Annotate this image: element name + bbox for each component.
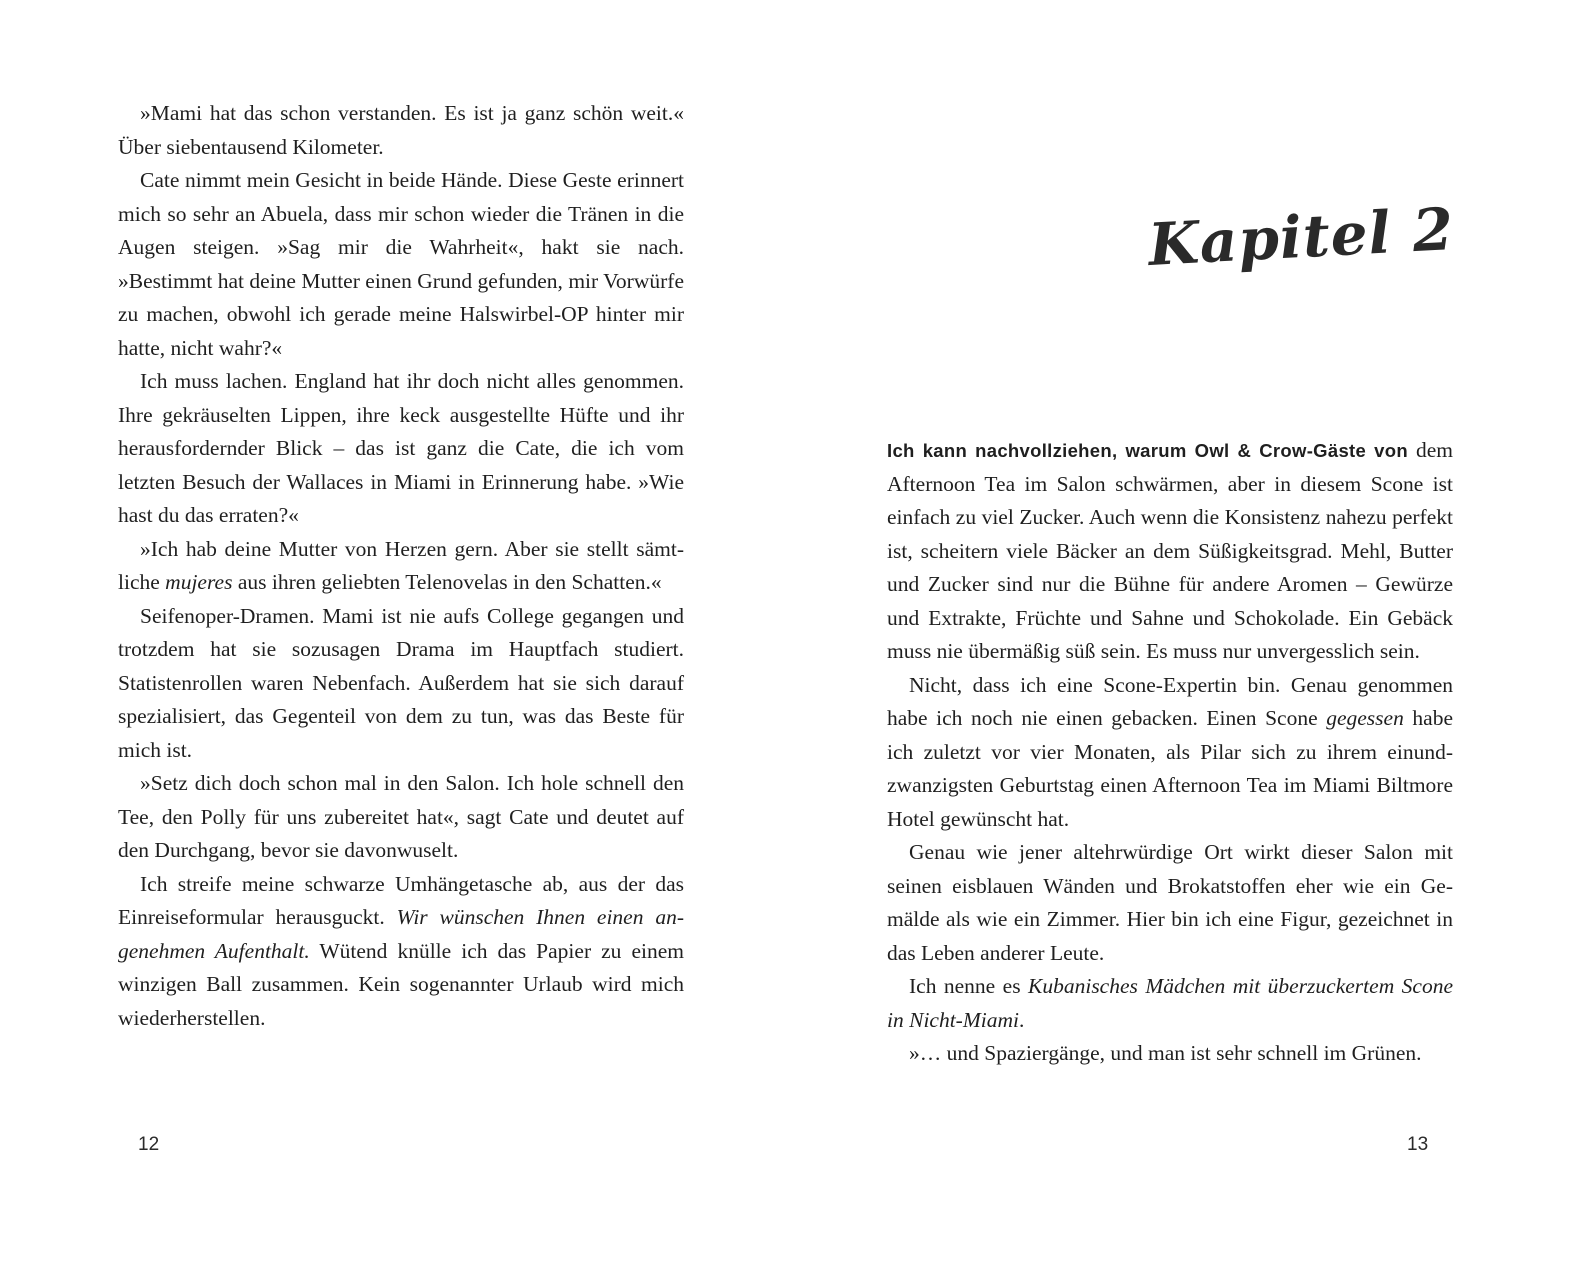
paragraph-text: dem Afternoon Tea im Salon schwärmen, aber in diesem Scone ist einfach zu viel Zucker. Auch wenn die Konsistenz nahezu perfekt ist, scheitern viele Bäcker an dem Süßigkeitsgrad. Mehl, Butter und Zucker sind nur die Bühne für andere Aromen – Gewürze und Extrakte, Früchte und Sahne und Schokolade. Ein Gebäck muss nie übermäßig süß sein. Es muss nur unvergesslich sein.: [887, 438, 1453, 663]
paragraph-text: Wütend knülle ich das Papier zu einem winzigen Ball zusammen. Kein sogenannter Urlaub wird mich wiederherstellen.: [118, 938, 684, 1030]
paragraph: [887, 1037, 1453, 1071]
italic-text: Wir wünschen Ihnen einen angenehmen Aufenthalt.: [118, 905, 684, 963]
page-number: 12: [138, 1134, 160, 1155]
paragraph-text: habe ich zuletzt vor vier Monaten, als Pilar sich zu ihrem einundzwanzigsten Geburtstag einen Afternoon Tea im Miami Biltmore Hotel gewünscht hat.: [887, 706, 1453, 831]
paragraph: [887, 434, 1453, 669]
italic-text: gegessen: [1326, 706, 1404, 730]
left-page-body: [118, 97, 684, 1035]
paragraph: [887, 970, 1453, 1037]
paragraph-text: Seifenoper-Dramen. Mami ist nie aufs College gegangen und trotzdem hat sie sozusagen Drama im Hauptfach studiert. Statistenrollen waren Nebenfach. Außerdem hat sie sich darauf spezialisiert, das Gegenteil von dem zu tun, was das Beste für mich ist.: [118, 603, 684, 762]
paragraph-text: Ich nenne es: [909, 974, 1028, 998]
paragraph-text: Nicht, dass ich eine Scone-Expertin bin. Genau genommen habe ich noch nie einen gebacken. Einen Scone: [887, 672, 1453, 730]
right-page: [797, 0, 1594, 1270]
paragraph: [118, 868, 684, 1036]
paragraph: [118, 600, 684, 768]
paragraph-text: »… und Spaziergänge, und man ist sehr schnell im Grünen.: [909, 1041, 1422, 1065]
paragraph: [118, 365, 684, 533]
paragraph-text: »Setz dich doch schon mal in den Salon. Ich hole schnell den Tee, den Polly für uns zubereitet hat«, sagt Cate und deutet auf den Durchgang, bevor sie davonwuselt.: [118, 771, 684, 862]
page-number: 13: [1407, 1134, 1429, 1155]
paragraph-text: »Mami hat das schon verstanden. Es ist ja ganz schön weit.« Über siebentausend Kilometer.: [118, 101, 684, 159]
paragraph-text: .: [1018, 1007, 1025, 1032]
paragraph-text: »Ich hab deine Mutter von Herzen gern. Aber sie stellt sämtliche: [118, 536, 684, 594]
italic-text: mujeres: [165, 570, 233, 594]
right-page-body: [887, 434, 1453, 1071]
paragraph-text: aus ihren geliebten Telenovelas in den Schatten.«: [232, 570, 662, 594]
paragraph: [118, 767, 684, 868]
paragraph: [118, 97, 684, 164]
paragraph-text: Ich muss lachen. England hat ihr doch nicht alles genommen. Ihre gekräuselten Lippen, ihre keck ausgestellte Hüfte und ihr herausfordernder Blick – das ist ganz die Cate, die ich vom letzten Besuch der Wallaces in Miami in Erinnerung habe. »Wie hast du das erraten?«: [118, 369, 684, 527]
chapter-heading: Kapitel 2: [1146, 195, 1456, 279]
lead-in-text: Ich kann nachvollziehen, warum Owl & Crow-Gäste von: [887, 440, 1408, 461]
paragraph-text: Cate nimmt mein Gesicht in beide Hände. Diese Geste erinnert mich so sehr an Abuela, dass mir schon wieder die Tränen in die Augen steigen. »Sag mir die Wahrheit«, hakt sie nach. »Bestimmt hat deine Mutter einen Grund gefunden, mir Vorwürfe zu machen, obwohl ich gerade meine Halswirbel-OP hinter mir hatte, nicht wahr?«: [118, 168, 684, 360]
paragraph: [887, 669, 1453, 837]
paragraph: [887, 836, 1453, 970]
paragraph: [118, 164, 684, 365]
paragraph: [118, 533, 684, 600]
paragraph-text: Ich streife meine schwarze Umhängetasche ab, aus der das Einreiseformular herausguckt.: [118, 871, 684, 929]
italic-text: Kubanisches Mädchen mit überzuckertem Scone in Nicht-Miami: [887, 974, 1453, 1032]
paragraph-text: Genau wie jener altehrwürdige Ort wirkt dieser Salon mit seinen eisblauen Wänden und Brokatstoffen eher wie ein Gemälde als wie ein Zimmer. Hier bin ich eine Figur, gezeichnet in das Leben anderer Leute.: [887, 840, 1453, 965]
